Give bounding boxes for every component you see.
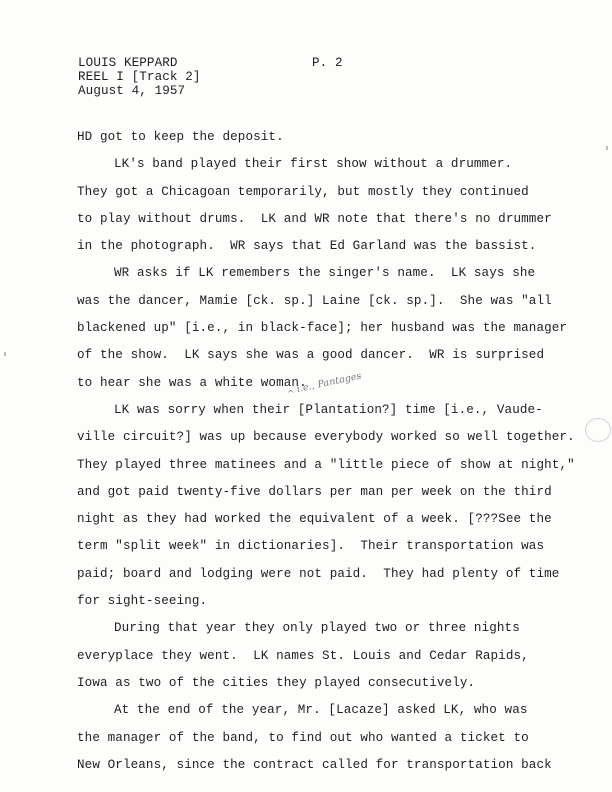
- scan-edge-mark: [606, 146, 608, 150]
- text-line: LK's band played their first show without a drummer.: [114, 157, 513, 172]
- text-line: for sight-seeing.: [77, 594, 208, 609]
- text-line: paid; board and lodging were not paid. They had plenty of time: [77, 566, 560, 581]
- text-line: of the show. LK says she was a good dancer. WR is surprised: [77, 348, 545, 363]
- margin-scribble: [585, 418, 611, 442]
- page-number: P. 2: [312, 56, 343, 70]
- text-line: HD got to keep the deposit.: [77, 130, 284, 144]
- text-line: and got paid twenty-five dollars per man per week on the third: [77, 484, 552, 499]
- text-line: New Orleans, since the contract called for transportation back: [77, 757, 552, 772]
- header-reel: REEL I [Track 2]: [78, 70, 201, 84]
- text-line: the manager of the band, to find out who wanted a ticket to: [77, 730, 529, 745]
- text-line: During that year they only played two or three nights: [114, 621, 520, 636]
- text-line: was the dancer, Mamie [ck. sp.] Laine [ck. sp.]. She was "all: [77, 293, 552, 308]
- transcript-body: [77, 124, 575, 779]
- text-line: WR asks if LK remembers the singer's name. LK says she: [114, 266, 536, 281]
- text-line: term "split week" in dictionaries]. Their transportation was: [77, 539, 545, 554]
- header-date: August 4, 1957: [78, 84, 186, 98]
- text-line: night as they had worked the equivalent of a week. [???See the: [77, 512, 552, 527]
- text-line: Iowa as two of the cities they played consecutively.: [77, 675, 476, 690]
- text-line: At the end of the year, Mr. [Lacaze] asked LK, who was: [114, 703, 528, 718]
- text-line: They got a Chicagoan temporarily, but mostly they continued: [77, 184, 529, 199]
- text-line: in the photograph. WR says that Ed Garland was the bassist.: [77, 239, 537, 254]
- text-line: They played three matinees and a "little piece of show at night,": [77, 457, 575, 472]
- text-line: LK was sorry when their [Plantation?] time [i.e., Vaude-: [114, 402, 543, 417]
- text-line: to hear she was a white woman.: [77, 375, 307, 390]
- text-line: to play without drums. LK and WR note that there's no drummer: [77, 211, 552, 226]
- text-line: everyplace they went. LK names St. Louis and Cedar Rapids,: [77, 648, 529, 663]
- handwritten-annotation: i.e., Pantages: [295, 370, 363, 395]
- text-line: ville circuit?] was up because everybody worked so well together.: [77, 430, 575, 445]
- header-name: LOUIS KEPPARD: [78, 56, 178, 70]
- scan-edge-mark: [4, 352, 6, 356]
- text-line: blackened up" [i.e., in black-face]; her husband was the manager: [77, 321, 568, 336]
- insertion-caret: ^: [287, 390, 295, 400]
